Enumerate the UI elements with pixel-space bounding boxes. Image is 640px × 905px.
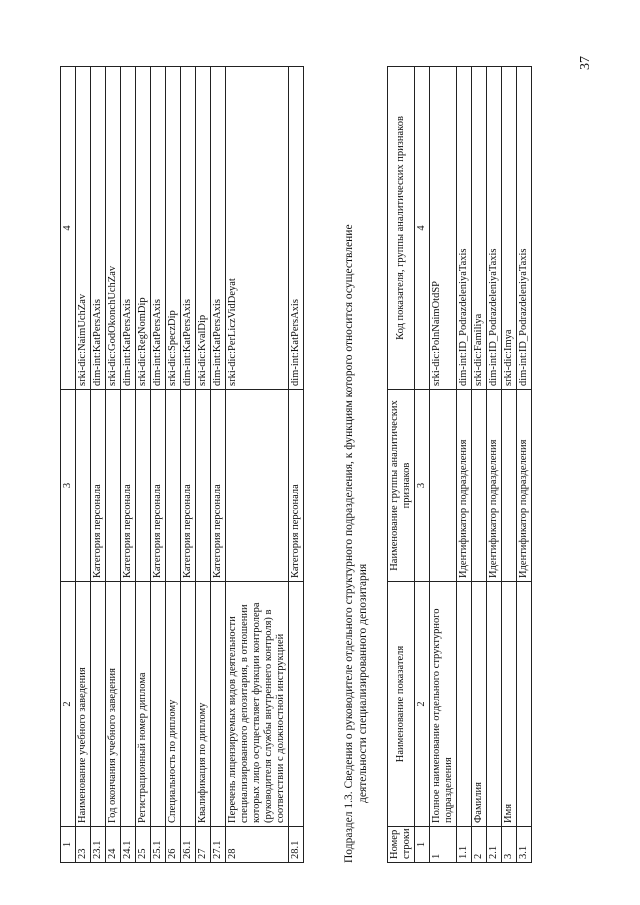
indicator-name [289,582,304,827]
indicator-name [181,582,196,827]
indicator-code: srki-dic:SpeczDip [166,67,181,390]
column-number: 3 [61,390,76,582]
analytic-group-name: Категория персонала [151,390,166,582]
table-row [106,67,121,863]
indicator-code: dim-int:ID_PodrazdeleniyaTaxis [487,67,502,390]
column-number: 1 [61,827,76,863]
row-number: 24 [106,827,121,863]
row-number: 1 [430,827,457,863]
analytic-group-name [76,390,91,582]
table-row [472,67,487,863]
analytic-group-name [196,390,211,582]
indicator-code: dim-int:ID_PodrazdeleniyaTaxis [457,67,472,390]
indicator-name: Имя [502,582,517,827]
analytic-group-name [226,390,289,582]
indicator-name: Перечень лицензируемых видов деятельности специализированного депозитария, в отношении которых лицо осуществляет функции контролера (руководителя службы внутреннего контроля) в соответствии с должностной инструкцией [226,582,289,827]
indicator-code: dim-int:KatPersAxis [121,67,136,390]
row-number: 26.1 [181,827,196,863]
analytic-group-name: Идентификатор подразделения [487,390,502,582]
indicator-code: dim-int:KatPersAxis [289,67,304,390]
row-number: 27.1 [211,827,226,863]
subsection-heading-line1: Подраздел 1.3. Сведения о руководителе отдельного структурного подразделения, к функциям которого относится осуществление [343,224,355,863]
table-row [196,67,211,863]
indicator-code: srki-dic:NaimUchZav [76,67,91,390]
indicator-code: srki-dic:PerLiczVidDeyat [226,67,289,390]
indicator-code: srki-dic:PolnNaimOtdSP [430,67,457,390]
analytic-group-name [502,390,517,582]
analytic-group-name [136,390,151,582]
indicator-name [211,582,226,827]
analytic-group-name: Идентификатор подразделения [517,390,532,582]
indicator-name: Фамилия [472,582,487,827]
table2-body [388,67,532,863]
indicator-name [121,582,136,827]
analytic-group-name [106,390,121,582]
indicator-code: dim-int:KatPersAxis [211,67,226,390]
row-number: 24.1 [121,827,136,863]
table-row [487,67,502,863]
indicator-name [91,582,106,827]
analytic-group-name: Категория персонала [181,390,196,582]
row-number: 23 [76,827,91,863]
table-row [211,67,226,863]
analytic-group-name: Категория персонала [289,390,304,582]
indicator-name [487,582,502,827]
column-number: 2 [415,582,430,827]
indicator-name: Квалификация по диплому [196,582,211,827]
analytic-group-name: Идентификатор подразделения [457,390,472,582]
indicator-name: Регистрационный номер диплома [136,582,151,827]
column-header: Код показателя, группы аналитических признаков [388,67,415,390]
subsection-heading-line2: деятельности специализированного депозитария [357,563,369,803]
indicator-code: srki-dic:Familiya [472,67,487,390]
table-subsection-1-3 [387,66,532,863]
indicator-code: srki-dic:Imya [502,67,517,390]
table-row [181,67,196,863]
indicator-code: srki-dic:GodOkonchUchZav [106,67,121,390]
table-row [502,67,517,863]
indicator-name [151,582,166,827]
row-number: 2 [472,827,487,863]
row-number: 23.1 [91,827,106,863]
indicator-code: dim-int:KatPersAxis [151,67,166,390]
row-number: 28 [226,827,289,863]
subsection-heading [342,63,370,863]
analytic-group-name: Категория персонала [91,390,106,582]
row-number: 27 [196,827,211,863]
table-row [151,67,166,863]
column-number: 4 [61,67,76,390]
table-row [136,67,151,863]
table-row [457,67,472,863]
analytic-group-name: Категория персонала [121,390,136,582]
indicator-name: Год окончания учебного заведения [106,582,121,827]
table-row [76,67,91,863]
column-header: Наименование группы аналитических признаков [388,390,415,582]
indicator-name [457,582,472,827]
row-number: 3.1 [517,827,532,863]
indicator-code: dim-int:KatPersAxis [181,67,196,390]
column-header: Наименование показателя [388,582,415,827]
table-row [226,67,289,863]
indicator-code: dim-int:ID_PodrazdeleniyaTaxis [517,67,532,390]
row-number: 26 [166,827,181,863]
analytic-group-name [166,390,181,582]
indicator-name: Специальность по диплому [166,582,181,827]
table-row [517,67,532,863]
table-continuation [60,66,304,863]
row-number: 25 [136,827,151,863]
indicator-name: Наименование учебного заведения [76,582,91,827]
row-number: 25.1 [151,827,166,863]
table-number-row [415,67,430,863]
row-number: 3 [502,827,517,863]
indicator-code: srki-dic:RegNomDip [136,67,151,390]
table-row [121,67,136,863]
analytic-group-name [430,390,457,582]
indicator-name: Полное наименование отдельного структурного подразделения [430,582,457,827]
column-header: Номер строки [388,827,415,863]
table-row [166,67,181,863]
page-number: 37 [578,56,593,70]
table-row [289,67,304,863]
analytic-group-name [472,390,487,582]
table-header-row [388,67,415,863]
row-number: 28.1 [289,827,304,863]
indicator-code: srki-dic:KvalDip [196,67,211,390]
table-header-row [61,67,76,863]
indicator-name [517,582,532,827]
table-row [91,67,106,863]
column-number: 1 [415,827,430,863]
table-row [430,67,457,863]
column-number: 3 [415,390,430,582]
table1-body [61,67,304,863]
analytic-group-name: Категория персонала [211,390,226,582]
indicator-code: dim-int:KatPersAxis [91,67,106,390]
row-number: 2.1 [487,827,502,863]
row-number: 1.1 [457,827,472,863]
column-number: 2 [61,582,76,827]
column-number: 4 [415,67,430,390]
